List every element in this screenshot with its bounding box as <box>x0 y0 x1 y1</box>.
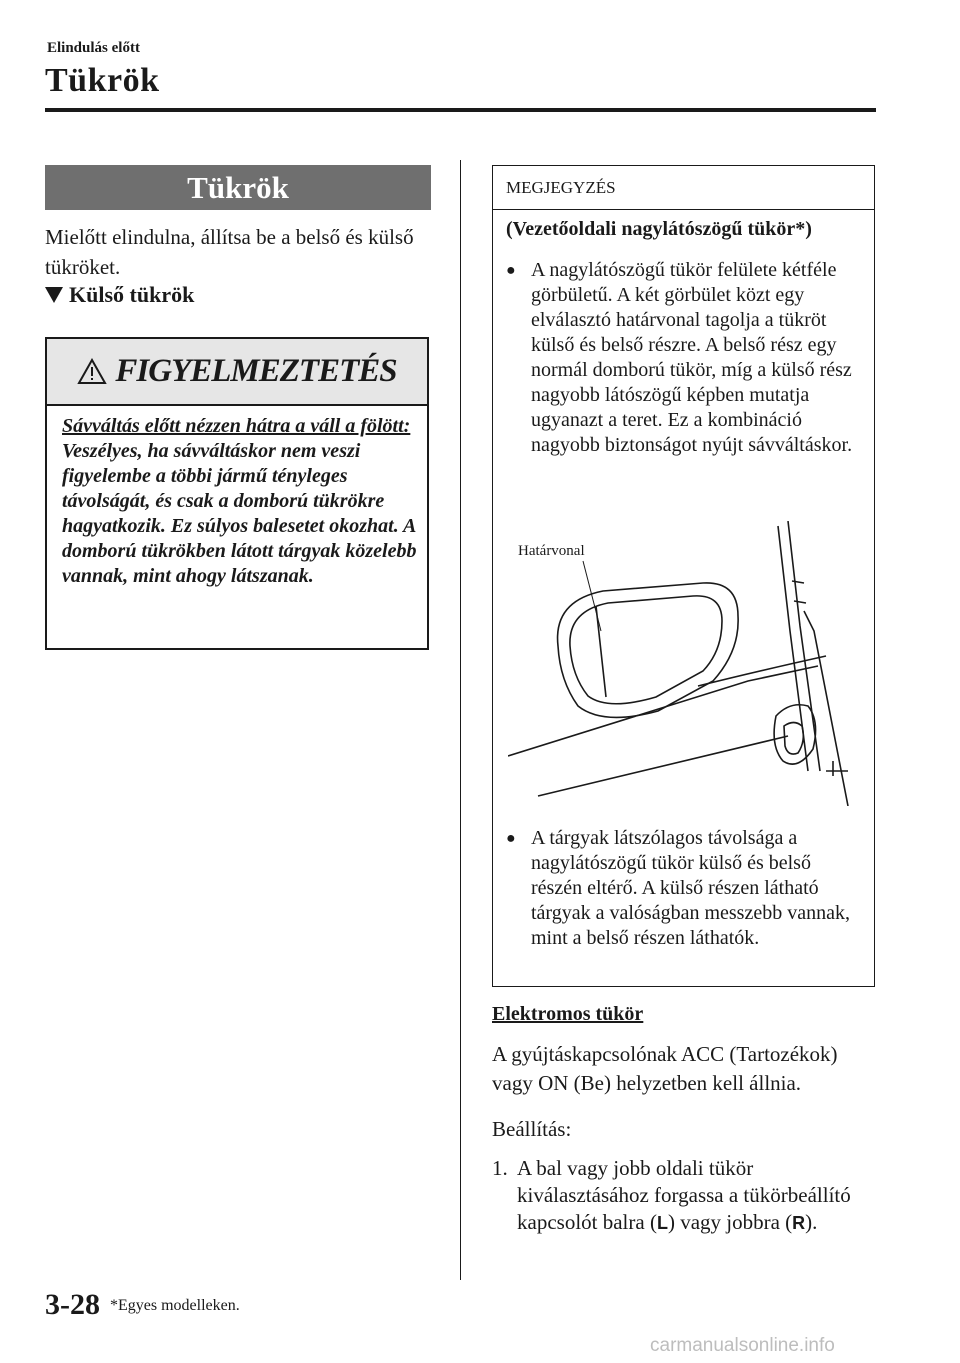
page-number: 3-28 <box>45 1288 100 1321</box>
step-text-a: A bal vagy jobb oldali tükör kiválasztásához forgassa a tükörbeállító kapcsolót balra ( <box>517 1156 851 1234</box>
warning-text: Veszélyes, ha sávváltáskor nem veszi figyelembe a többi jármű tényleges távolságát, és csak a domború tükrökre hagyatkozik. Ez súlyos balesetet okozhat. A domború tükrökben látott tárgyak közelebb vannak, mint ahogy látszanak. <box>62 440 417 587</box>
section-label: Elindulás előtt <box>47 40 140 56</box>
page-title: Tükrök <box>45 62 160 99</box>
adjustment-label: Beállítás: <box>492 1117 572 1141</box>
column-divider <box>460 160 461 1280</box>
step-text-c: ). <box>805 1210 818 1234</box>
note-subheading: (Vezetőoldali nagylátószögű tükör*) <box>506 218 812 240</box>
electric-mirror-heading: Elektromos tükör <box>492 1003 644 1025</box>
warning-header <box>47 339 427 406</box>
ignition-paragraph: A gyújtáskapcsolónak ACC (Tartozékok) vagy ON (Be) helyzetben kell állnia. <box>492 1042 838 1095</box>
triangle-marker-icon <box>45 287 63 303</box>
warning-box <box>45 337 429 650</box>
side-mirror-illustration <box>508 521 860 806</box>
section-banner: Tükrök <box>45 165 431 210</box>
mirror-figure <box>508 521 860 806</box>
header-rule <box>45 108 876 112</box>
warning-body <box>62 414 422 589</box>
bullet-icon: ● <box>506 262 516 279</box>
key-right: R <box>792 1213 806 1233</box>
key-left: L <box>656 1213 668 1233</box>
step-text-b: ) vagy jobbra ( <box>667 1210 793 1234</box>
subheading-outer-mirrors <box>45 282 194 308</box>
intro-paragraph: Mielőtt elindulna, állítsa be a belső és külső tükröket. <box>45 225 414 279</box>
figure-label-boundary: Határvonal <box>518 543 585 559</box>
note-heading: MEGJEGYZÉS <box>493 166 874 210</box>
note-box <box>492 165 875 987</box>
step-text <box>517 1155 887 1237</box>
bullet-text: A nagylátószögű tükör felülete kétféle görbületű. A két görbület közt egy elválasztó határvonal tagolja a tükröt külső és belső részre. A belső rész egy normál domború tükör, míg a külső rész nagyobb látószögű képben mutatja ugyanazt a teret. Ez a kombináció nagyobb biztonságot nyújt sávváltáskor. <box>531 259 853 456</box>
subheading-text: Külső tükrök <box>69 282 195 307</box>
watermark: carmanualsonline.info <box>650 1335 835 1356</box>
warning-title: FIGYELMEZTETÉS <box>115 353 397 389</box>
warning-triangle-icon <box>77 358 107 385</box>
step-number: 1. <box>492 1156 508 1180</box>
bullet-icon: ● <box>506 830 516 847</box>
warning-lead: Sávváltás előtt nézzen hátra a váll a fölött: <box>62 415 411 437</box>
bullet-text: A tárgyak látszólagos távolsága a nagylátószögű tükör külső és belső részén eltérő. A külső részen látható tárgyak a valóságban messzebb vannak, mint a belső részen láthatók. <box>531 827 850 949</box>
footnote: *Egyes modelleken. <box>110 1297 240 1314</box>
